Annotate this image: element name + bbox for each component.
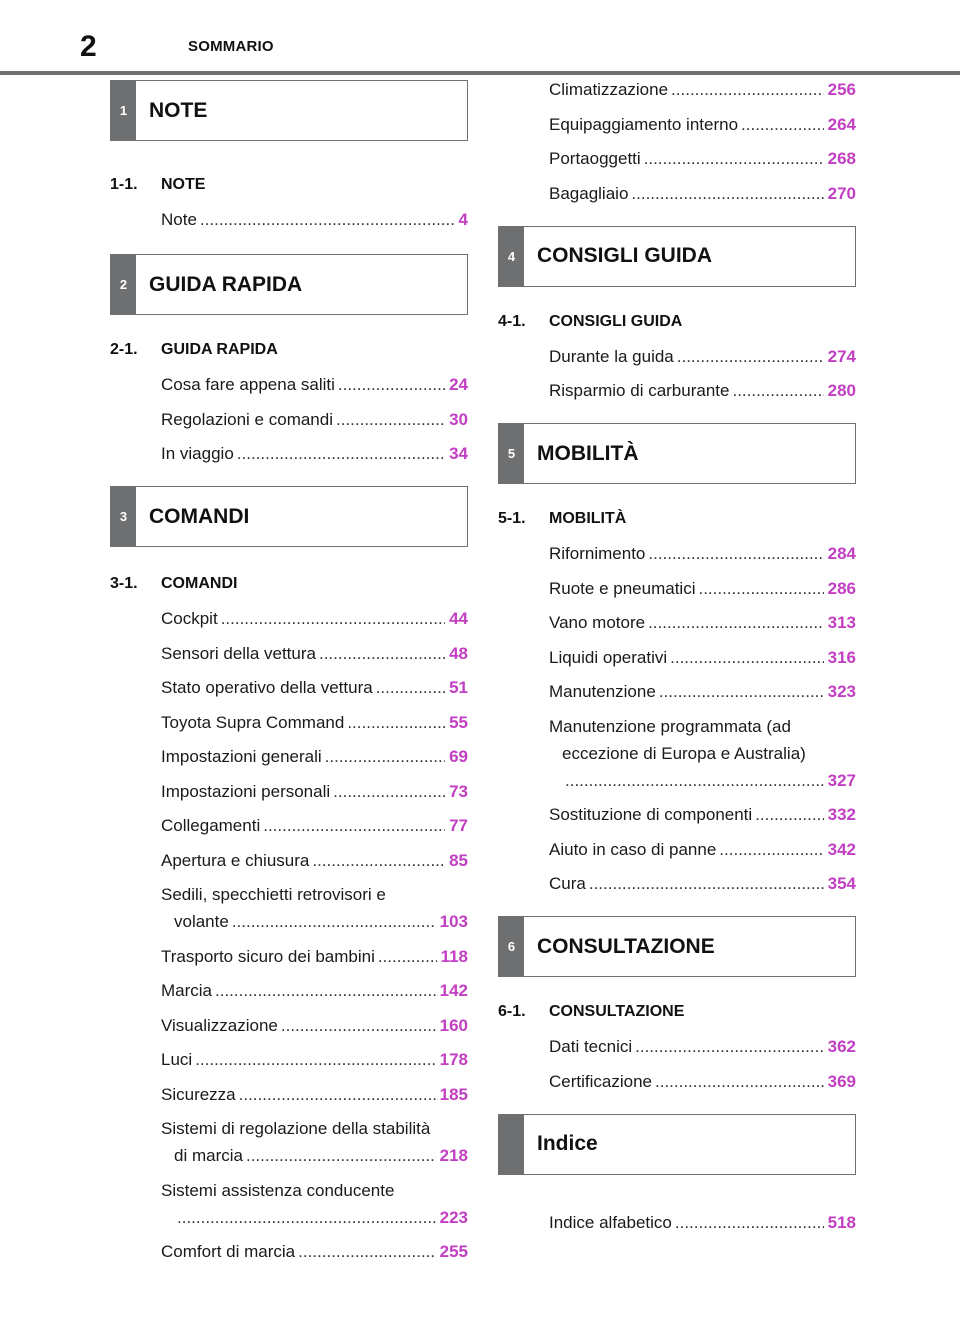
toc-entry[interactable] xyxy=(498,1213,856,1237)
toc-entry-text: Sostituzione di componenti xyxy=(549,805,753,824)
toc-entry[interactable] xyxy=(498,874,856,898)
toc-entry-text: Apertura e chiusura xyxy=(161,850,310,870)
toc-entry-line xyxy=(498,381,856,405)
toc-entry-line xyxy=(110,851,468,875)
toc-entry-line xyxy=(110,1016,468,1040)
dot-leader xyxy=(670,648,823,668)
dot-leader xyxy=(319,644,445,664)
toc-entry[interactable] xyxy=(110,782,468,806)
toc-entry-line xyxy=(498,149,856,173)
dot-leader xyxy=(378,947,437,967)
dot-leader xyxy=(655,1072,824,1092)
page-reference-link[interactable]: 313 xyxy=(827,613,856,632)
toc-entry-text: Sedili, specchietti retrovisori e xyxy=(161,885,386,904)
page-reference-link[interactable]: 69 xyxy=(449,747,468,766)
toc-entry-line xyxy=(110,1181,468,1208)
toc-entry-line xyxy=(498,184,856,208)
header-rule xyxy=(0,71,960,75)
dot-leader xyxy=(741,115,824,135)
toc-entry[interactable] xyxy=(498,717,856,795)
toc-entry-text: Sistemi di regolazione della stabilità xyxy=(161,1119,431,1138)
toc-entry-text: Vano motore xyxy=(549,613,646,632)
page-reference-link[interactable]: 255 xyxy=(439,1242,468,1261)
dot-leader xyxy=(698,579,823,599)
dot-leader xyxy=(246,1146,436,1166)
toc-entry[interactable] xyxy=(498,648,856,672)
toc-entry-line xyxy=(110,1119,468,1146)
dot-leader xyxy=(671,80,824,100)
section-heading xyxy=(110,176,468,196)
toc-entry[interactable] xyxy=(110,851,468,875)
section-number: 1-1. xyxy=(110,176,138,193)
section-name: CONSULTAZIONE xyxy=(549,1003,685,1020)
chapter-title: GUIDA RAPIDA xyxy=(149,272,303,296)
chapter-box[interactable] xyxy=(498,423,856,484)
page-reference-link[interactable]: 223 xyxy=(439,1207,468,1227)
toc-entry-text: Durante la guida xyxy=(549,346,674,366)
toc-entry[interactable] xyxy=(110,410,468,434)
toc-entry[interactable] xyxy=(110,444,468,468)
toc-entry-line xyxy=(110,1146,468,1170)
page-reference-link[interactable]: 518 xyxy=(827,1212,856,1232)
toc-entry[interactable] xyxy=(110,1085,468,1109)
dot-leader xyxy=(177,1208,436,1228)
toc-entry-line xyxy=(110,678,468,702)
dot-leader xyxy=(239,1085,436,1105)
toc-entry[interactable] xyxy=(110,1050,468,1074)
dot-leader xyxy=(659,682,824,702)
page-reference-link[interactable]: 73 xyxy=(449,781,468,801)
chapter-number xyxy=(499,1115,524,1174)
toc-entry-line xyxy=(498,80,856,104)
toc-entry[interactable] xyxy=(498,80,856,104)
dot-leader xyxy=(755,805,823,825)
section-name: COMANDI xyxy=(161,575,238,592)
page-reference-link[interactable]: 4 xyxy=(458,210,468,229)
toc-entry-line xyxy=(498,874,856,898)
page-reference-link[interactable]: 44 xyxy=(449,609,468,628)
dot-leader xyxy=(565,771,824,791)
dot-leader xyxy=(215,981,436,1001)
toc-entry-line xyxy=(110,912,468,936)
chapter-title: NOTE xyxy=(149,98,208,122)
page-header xyxy=(0,0,960,76)
page-reference-link[interactable]: 270 xyxy=(827,183,856,203)
page-number: 2 xyxy=(80,30,97,63)
page-reference-link[interactable]: 256 xyxy=(827,80,856,99)
dot-leader xyxy=(333,782,445,802)
toc-entry-text: Cockpit xyxy=(161,609,218,628)
dot-leader xyxy=(237,444,445,464)
page-reference-link[interactable]: 362 xyxy=(827,1037,856,1056)
page-reference-link[interactable]: 342 xyxy=(827,839,856,859)
section-heading xyxy=(498,510,856,530)
toc-entry-text: Toyota Supra Command xyxy=(161,712,345,732)
toc-entry-text: Equipaggiamento interno xyxy=(549,114,739,134)
toc-entry-line xyxy=(110,747,468,771)
chapter-number: 4 xyxy=(499,227,524,286)
page-reference-link[interactable]: 274 xyxy=(827,346,856,366)
chapter-title: CONSULTAZIONE xyxy=(537,934,715,958)
toc-entry-text: Comfort di marcia xyxy=(161,1242,296,1261)
chapter-number: 6 xyxy=(499,917,524,976)
toc-entry-text: Collegamenti xyxy=(161,816,261,835)
toc-entry-text: Indice alfabetico xyxy=(549,1212,672,1232)
chapter-title: MOBILITÀ xyxy=(537,441,639,465)
toc-entry-line xyxy=(110,885,468,912)
page-reference-link[interactable]: 332 xyxy=(827,805,856,824)
dot-leader xyxy=(376,678,445,698)
dot-leader xyxy=(648,544,823,564)
toc-entry[interactable] xyxy=(110,375,468,399)
section-name: GUIDA RAPIDA xyxy=(161,341,278,358)
toc-entry-text: In viaggio xyxy=(161,444,234,463)
dot-leader xyxy=(336,410,445,430)
toc-entry-line xyxy=(498,1213,856,1237)
toc-entry-line xyxy=(110,375,468,399)
page-reference-link[interactable]: 185 xyxy=(439,1084,468,1104)
toc-entry-text: Manutenzione xyxy=(549,682,656,701)
toc-entry-line xyxy=(498,682,856,706)
toc-entry-line xyxy=(498,544,856,568)
page-reference-link[interactable]: 178 xyxy=(439,1050,468,1069)
toc-entry[interactable] xyxy=(110,747,468,771)
dot-leader xyxy=(648,613,824,633)
toc-entry-line xyxy=(110,410,468,434)
page-reference-link[interactable]: 268 xyxy=(827,149,856,168)
dot-leader xyxy=(644,149,824,169)
toc-entry-text: Regolazioni e comandi xyxy=(161,409,333,429)
toc-entry[interactable] xyxy=(110,1016,468,1040)
section-heading xyxy=(498,1003,856,1023)
toc-entry-text: Trasporto sicuro dei bambini xyxy=(161,946,375,966)
page-reference-link[interactable]: 77 xyxy=(449,816,468,835)
toc-entry[interactable] xyxy=(498,1037,856,1061)
chapter-number: 1 xyxy=(111,81,136,140)
toc-entry-line xyxy=(110,947,468,971)
toc-entry-text: Sistemi assistenza conducente xyxy=(161,1180,395,1200)
toc-entry[interactable] xyxy=(110,816,468,840)
toc-entry-line xyxy=(110,1242,468,1266)
toc-entry-line xyxy=(498,648,856,672)
toc-entry-text: Bagagliaio xyxy=(549,183,629,203)
toc-entry-line xyxy=(110,1085,468,1109)
toc-entry-line xyxy=(498,115,856,139)
toc-entry[interactable] xyxy=(498,840,856,864)
chapter-title: Indice xyxy=(537,1132,598,1155)
toc-entry-line xyxy=(110,981,468,1005)
toc-entry[interactable] xyxy=(110,1119,468,1170)
chapter-box[interactable] xyxy=(110,254,468,315)
toc-entry-text: Ruote e pneumatici xyxy=(549,578,696,598)
page-reference-link[interactable]: 323 xyxy=(827,682,856,701)
toc-entry[interactable] xyxy=(110,210,468,234)
page-reference-link[interactable]: 327 xyxy=(827,770,856,790)
toc-entry-line xyxy=(110,1208,468,1232)
toc-entry[interactable] xyxy=(498,115,856,139)
toc-entry[interactable] xyxy=(498,579,856,603)
toc-entry-text: eccezione di Europa e Australia) xyxy=(562,743,806,763)
toc-entry-text: Sensori della vettura xyxy=(161,643,316,663)
toc-entry-text: Dati tecnici xyxy=(549,1037,633,1056)
dot-leader xyxy=(631,184,823,204)
toc-entry-text: Visualizzazione xyxy=(161,1015,278,1035)
dot-leader xyxy=(200,210,455,230)
page-reference-link[interactable]: 51 xyxy=(449,678,468,697)
dot-leader xyxy=(589,874,824,894)
toc-entry-line xyxy=(498,1072,856,1096)
toc-left-column xyxy=(110,80,468,1277)
section-number: 3-1. xyxy=(110,575,138,592)
chapter-box[interactable] xyxy=(110,80,468,141)
toc-entry-line xyxy=(110,444,468,468)
dot-leader xyxy=(347,713,445,733)
toc-entry-text: Note xyxy=(161,210,197,229)
dot-leader xyxy=(312,851,445,871)
toc-entry-line xyxy=(498,579,856,603)
toc-entry[interactable] xyxy=(110,1181,468,1232)
toc-entry[interactable] xyxy=(498,1072,856,1096)
page-reference-link[interactable]: 218 xyxy=(439,1146,468,1165)
toc-entry-text: Portaoggetti xyxy=(549,149,641,168)
chapter-title: COMANDI xyxy=(149,504,250,528)
toc-entry-line xyxy=(110,816,468,840)
section-name: CONSIGLI GUIDA xyxy=(549,312,683,330)
header-title: SOMMARIO xyxy=(188,38,274,55)
dot-leader xyxy=(232,912,436,932)
dot-leader xyxy=(298,1242,435,1262)
toc-entry-text: Cura xyxy=(549,874,586,893)
toc-entry-line xyxy=(110,1050,468,1074)
toc-entry[interactable] xyxy=(498,347,856,371)
dot-leader xyxy=(719,840,823,860)
toc-entry[interactable] xyxy=(498,613,856,637)
toc-entry-text: Luci xyxy=(161,1050,193,1069)
toc-entry-text: Liquidi operativi xyxy=(549,647,668,667)
toc-entry[interactable] xyxy=(498,149,856,173)
dot-leader xyxy=(338,375,445,395)
page-reference-link[interactable]: 118 xyxy=(440,946,468,966)
page-reference-link[interactable]: 48 xyxy=(449,643,468,663)
toc-entry-line xyxy=(110,644,468,668)
dot-leader xyxy=(221,609,445,629)
toc-entry[interactable] xyxy=(110,609,468,633)
toc-entry-line xyxy=(498,805,856,829)
toc-entry-line xyxy=(498,717,856,744)
dot-leader xyxy=(263,816,445,836)
section-number: 4-1. xyxy=(498,312,526,330)
toc-entry[interactable] xyxy=(498,805,856,829)
toc-entry-line xyxy=(110,210,468,234)
chapter-box[interactable] xyxy=(498,916,856,977)
section-name: MOBILITÀ xyxy=(549,510,627,527)
toc-entry-line xyxy=(110,713,468,737)
toc-entry-text: Aiuto in caso di panne xyxy=(549,839,717,859)
toc-entry-text: Manutenzione programmata (ad xyxy=(549,716,791,736)
toc-right-column xyxy=(498,80,856,1247)
toc-entry-line xyxy=(498,1037,856,1061)
toc-entry[interactable] xyxy=(110,885,468,936)
section-number: 2-1. xyxy=(110,341,138,358)
page-reference-link[interactable]: 30 xyxy=(449,409,468,429)
chapter-number: 5 xyxy=(499,424,524,483)
page-reference-link[interactable]: 24 xyxy=(449,375,468,394)
toc-entry[interactable] xyxy=(498,184,856,208)
section-number: 5-1. xyxy=(498,510,526,527)
toc-entry-text: Impostazioni generali xyxy=(161,747,322,766)
toc-entry-text: Stato operativo della vettura xyxy=(161,678,373,697)
chapter-box[interactable] xyxy=(110,486,468,547)
page-reference-link[interactable]: 280 xyxy=(827,381,856,400)
toc-entry[interactable] xyxy=(110,947,468,971)
toc-entry-text: volante xyxy=(174,912,229,931)
page-reference-link[interactable]: 316 xyxy=(827,647,856,667)
page-reference-link[interactable]: 85 xyxy=(449,850,468,870)
chapter-number: 3 xyxy=(111,487,136,546)
section-heading xyxy=(110,341,468,361)
page-reference-link[interactable]: 34 xyxy=(449,444,468,463)
toc-entry-text: Certificazione xyxy=(549,1071,652,1091)
dot-leader xyxy=(325,747,445,767)
toc-entry-line xyxy=(110,782,468,806)
page-reference-link[interactable]: 55 xyxy=(449,712,468,732)
toc-entry-line xyxy=(498,744,856,771)
toc-entry-text: Risparmio di carburante xyxy=(549,381,730,400)
dot-leader xyxy=(677,347,824,367)
toc-entry-text: di marcia xyxy=(174,1146,243,1165)
toc-entry-text: Marcia xyxy=(161,981,213,1000)
chapter-box[interactable] xyxy=(498,1114,856,1175)
page-reference-link[interactable]: 264 xyxy=(827,114,856,134)
dot-leader xyxy=(635,1037,823,1057)
toc-entry-line xyxy=(498,347,856,371)
section-heading xyxy=(110,575,468,595)
section-heading xyxy=(498,313,856,333)
toc-entry-text: Climatizzazione xyxy=(549,80,669,99)
page-reference-link[interactable]: 284 xyxy=(827,544,856,563)
toc-entry-line xyxy=(498,771,856,795)
toc-entry[interactable] xyxy=(498,381,856,405)
page-reference-link[interactable]: 369 xyxy=(827,1071,856,1091)
section-name: NOTE xyxy=(161,176,206,193)
toc-entry[interactable] xyxy=(110,1242,468,1266)
chapter-box[interactable] xyxy=(498,226,856,287)
toc-entry-text: Sicurezza xyxy=(161,1084,236,1104)
dot-leader xyxy=(281,1016,436,1036)
toc-entry[interactable] xyxy=(110,678,468,702)
dot-leader xyxy=(732,381,823,401)
toc-entry-line xyxy=(498,613,856,637)
toc-entry-text: Rifornimento xyxy=(549,544,646,563)
dot-leader xyxy=(195,1050,435,1070)
page-reference-link[interactable]: 103 xyxy=(439,912,468,931)
toc-entry[interactable] xyxy=(110,713,468,737)
toc-entry[interactable] xyxy=(110,644,468,668)
chapter-number: 2 xyxy=(111,255,136,314)
toc-entry[interactable] xyxy=(110,981,468,1005)
page-reference-link[interactable]: 160 xyxy=(439,1015,468,1035)
toc-entry-line xyxy=(110,609,468,633)
toc-entry-text: Impostazioni personali xyxy=(161,781,331,801)
page-reference-link[interactable]: 354 xyxy=(827,874,856,893)
section-number: 6-1. xyxy=(498,1003,526,1020)
toc-entry[interactable] xyxy=(498,682,856,706)
page-reference-link[interactable]: 142 xyxy=(439,981,468,1000)
toc-entry-line xyxy=(498,840,856,864)
dot-leader xyxy=(675,1213,824,1233)
page-reference-link[interactable]: 286 xyxy=(827,578,856,598)
chapter-title: CONSIGLI GUIDA xyxy=(537,244,713,267)
toc-entry-text: Cosa fare appena saliti xyxy=(161,375,335,394)
toc-entry[interactable] xyxy=(498,544,856,568)
